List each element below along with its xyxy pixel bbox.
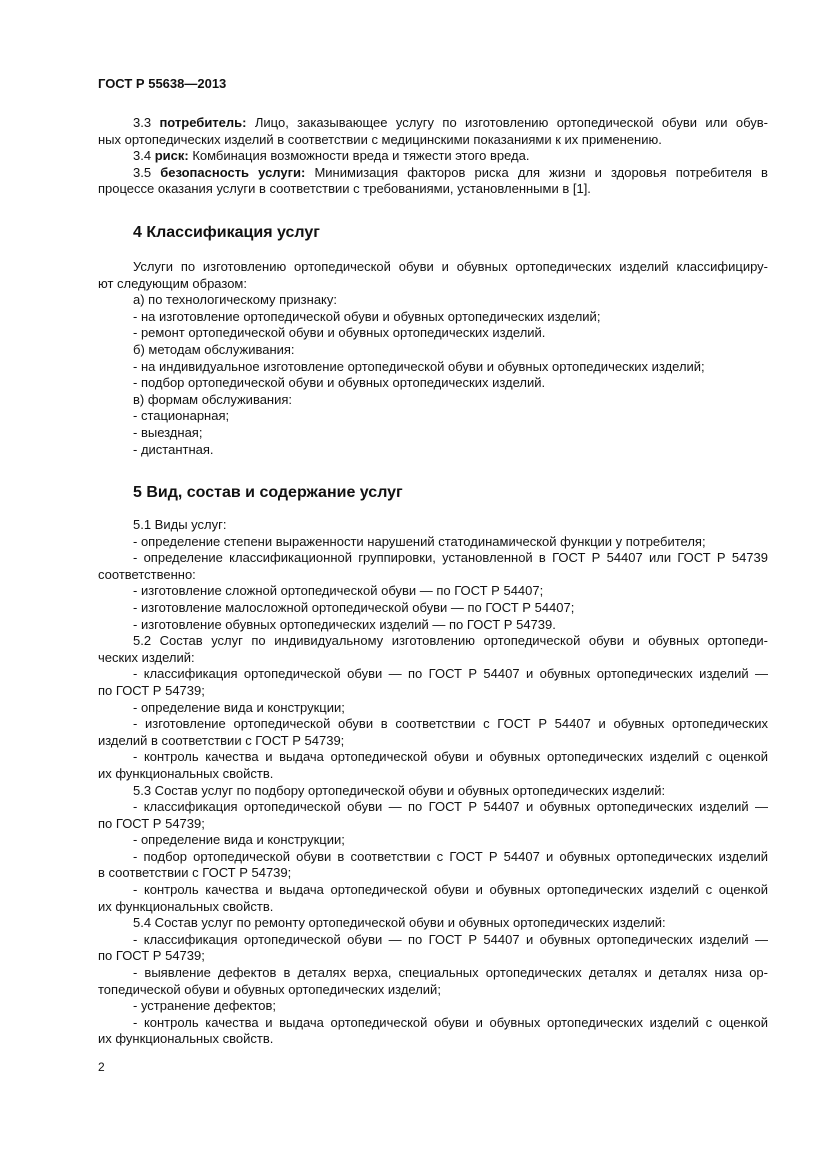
section-4-line: - ремонт ортопедической обуви и обувных ортопедических изделий. (133, 325, 546, 341)
section-5-line: - устранение дефектов; (133, 998, 277, 1014)
section-5-line: - определение вида и конструкции; (133, 699, 345, 715)
section-5-line: в соответствии с ГОСТ Р 54739; (98, 865, 292, 881)
definition-number: 3.3 (133, 115, 152, 130)
section-5-line: 5.3 Состав услуг по подбору ортопедической обуви и обувных ортопедических изделий: (133, 782, 666, 798)
section-5-line: - контроль качества и выдача ортопедической обуви и обувных ортопедических изделий с оценкой (133, 1014, 768, 1030)
section-5-line: топедической обуви и обувных ортопедических изделий; (98, 981, 441, 997)
section-5-body (98, 517, 768, 1048)
definition-3-5-line1 (98, 165, 768, 182)
section-5-line: - классификация ортопедической обуви — по ГОСТ Р 54407 и обувных ортопедических изделий — (133, 931, 768, 947)
definition-3-5-line2: процессе оказания услуги в соответствии с требованиями, установленными в [1]. (98, 181, 591, 197)
section-4-line: - на индивидуальное изготовление ортопедической обуви и обувных ортопедических изделий; (133, 358, 705, 374)
section-4-line: - подбор ортопедической обуви и обувных ортопедических изделий. (133, 375, 546, 391)
section-5-line: - выявление дефектов в деталях верха, специальных ортопедических деталях и деталях низа ор- (133, 965, 768, 981)
definition-term: потребитель: (159, 115, 247, 130)
section-5-line: изделий в соответствии с ГОСТ Р 54739; (98, 732, 345, 748)
section-5-line: - изготовление малосложной ортопедической обуви — по ГОСТ Р 54407; (133, 599, 575, 615)
section-5-line: - классификация ортопедической обуви — по ГОСТ Р 54407 и обувных ортопедических изделий — (133, 666, 768, 682)
section-5-line: - определение вида и конструкции; (133, 832, 345, 848)
definition-number: 3.5 (133, 164, 152, 180)
section-5-line: 5.4 Состав услуг по ремонту ортопедической обуви и обувных ортопедических изделий: (133, 915, 666, 931)
section-5-line: их функциональных свойств. (98, 1031, 274, 1047)
section-4-line: - на изготовление ортопедической обуви и обувных ортопедических изделий; (133, 308, 601, 324)
section-4-heading: 4 Классификация услуг (133, 224, 320, 241)
definition-number: 3.4 (133, 148, 152, 164)
definition-term: риск: (154, 148, 189, 164)
page-number: 2 (98, 1060, 105, 1074)
section-5-line: 5.2 Состав услуг по индивидуальному изготовлению ортопедической обуви и обувных ортопеди- (133, 633, 768, 649)
section-5-line: - определение степени выраженности нарушений статодинамической функции у потребителя; (133, 533, 706, 549)
section-5-line: - контроль качества и выдача ортопедической обуви и обувных ортопедических изделий с оценкой (133, 882, 768, 898)
definition-text: Минимизация факторов риска для жизни и здоровья потребителя в (314, 164, 768, 180)
document-header: ГОСТ Р 55638—2013 (98, 76, 227, 91)
section-5-line: по ГОСТ Р 54739; (98, 682, 205, 698)
section-5-heading: 5 Вид, состав и содержание услуг (133, 484, 403, 501)
section-5-line: - определение классификационной группировки, установленной в ГОСТ Р 54407 или ГОСТ Р 54739 (133, 550, 768, 566)
section-4-intro-line1: Услуги по изготовлению ортопедической обуви и обувных ортопедических изделий классифициру- (133, 259, 768, 274)
definition-3-3-line2: ных ортопедических изделий в соответствии с медицинскими показаниями к их применению. (98, 131, 662, 147)
section-5-line: соответственно: (98, 566, 196, 582)
definition-3-4 (98, 148, 768, 165)
section-5-line: - классификация ортопедической обуви — по ГОСТ Р 54407 и обувных ортопедических изделий — (133, 799, 768, 815)
definition-text: Комбинация возможности вреда и тяжести этого вреда. (192, 148, 530, 164)
section-5-line: - изготовление обувных ортопедических изделий — по ГОСТ Р 54739. (133, 616, 556, 632)
section-5-line: их функциональных свойств. (98, 898, 274, 914)
section-5-line: по ГОСТ Р 54739; (98, 815, 205, 831)
section-5-line: - подбор ортопедической обуви в соответствии с ГОСТ Р 54407 и обувных ортопедических изделий (133, 848, 768, 864)
section-5-line: - контроль качества и выдача ортопедической обуви и обувных ортопедических изделий с оценкой (133, 749, 768, 765)
definition-term: безопасность услуги: (160, 164, 306, 180)
definitions-block (98, 115, 768, 198)
section-4-intro-line2: ют следующим образом: (98, 275, 247, 291)
section-4-body (98, 259, 768, 458)
section-4-line: а) по технологическому признаку: (133, 292, 338, 308)
definition-3-3-line1 (98, 115, 768, 132)
section-4-line: - выездная; (133, 424, 203, 440)
section-5-line: 5.1 Виды услуг: (133, 517, 227, 532)
definition-text: Лицо, заказывающее услугу по изготовлению ортопедической обуви или обув- (254, 115, 768, 130)
section-5-line: по ГОСТ Р 54739; (98, 948, 205, 964)
section-5-line: их функциональных свойств. (98, 765, 274, 781)
section-5-line: - изготовление сложной ортопедической обуви — по ГОСТ Р 54407; (133, 583, 544, 599)
section-4-line: в) формам обслуживания: (133, 391, 293, 407)
section-5-line: - изготовление ортопедической обуви в соответствии с ГОСТ Р 54407 и обувных ортопедических (133, 716, 768, 732)
section-4-line: - дистантная. (133, 441, 214, 457)
section-4-line: б) методам обслуживания: (133, 341, 295, 357)
section-4-line: - стационарная; (133, 408, 230, 424)
section-5-line: ческих изделий: (98, 649, 195, 665)
